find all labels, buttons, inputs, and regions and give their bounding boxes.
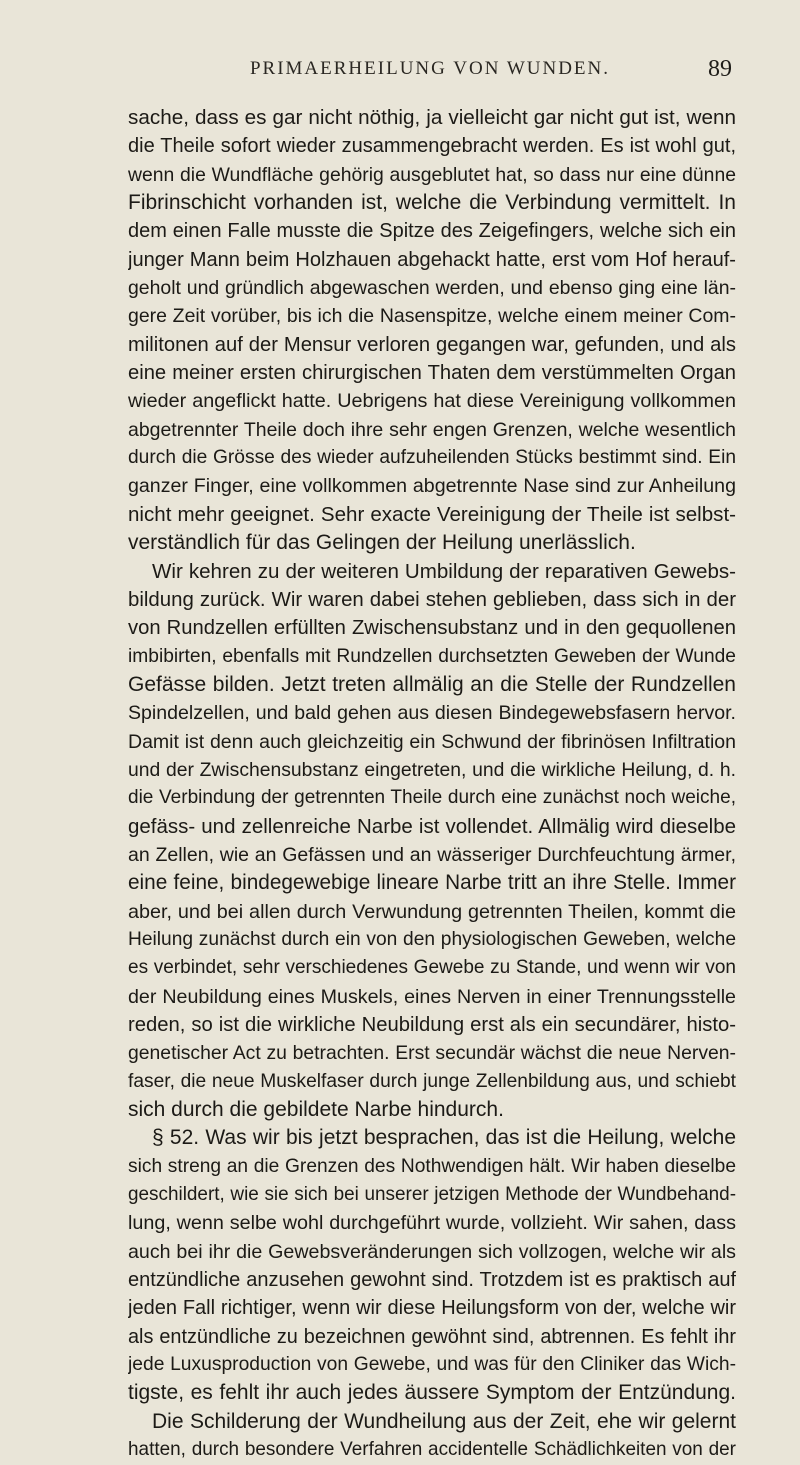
text-line: auch bei ihr die Gewebsveränderungen sich vollzogen, welche wir als bbox=[128, 1240, 736, 1263]
text-line: eine meiner ersten chirurgischen Thaten dem verstümmelten Organ bbox=[128, 362, 736, 385]
text-line: reden, so ist die wirkliche Neubildung erst als ein secundärer, histo- bbox=[128, 1014, 736, 1036]
text-line: genetischer Act zu betrachten. Erst secundär wächst die neue Nerven- bbox=[128, 1042, 736, 1065]
text-line: verständlich für das Gelingen der Heilung unerlässlich. bbox=[128, 531, 636, 555]
page-number: 89 bbox=[708, 56, 732, 82]
text-line: lung, wenn selbe wohl durchgeführt wurde, vollzieht. Wir sahen, dass bbox=[128, 1212, 736, 1235]
text-line: nicht mehr geeignet. Sehr exacte Vereinigung der Theile ist selbst- bbox=[128, 502, 736, 526]
text-line: geschildert, wie sie sich bei unserer jetzigen Methode der Wundbehand- bbox=[128, 1184, 736, 1206]
running-head bbox=[128, 58, 732, 88]
text-line: eine feine, bindegewebige lineare Narbe tritt an ihre Stelle. Immer bbox=[128, 871, 736, 895]
text-line: Fibrinschicht vorhanden ist, welche die Verbindung vermittelt. In bbox=[128, 191, 736, 215]
text-line: imbibirten, ebenfalls mit Rundzellen durchsetzten Geweben der Wunde bbox=[128, 645, 736, 667]
text-line: als entzündliche zu bezeichnen gewöhnt sind, abtrennen. Es fehlt ihr bbox=[128, 1325, 736, 1348]
body-text bbox=[128, 104, 736, 1465]
text-line: gere Zeit vorüber, bis ich die Nasenspitze, welche einem meiner Com- bbox=[128, 305, 736, 328]
text-line: Wir kehren zu der weiteren Umbildung der reparativen Gewebs- bbox=[152, 559, 736, 583]
text-line: sich durch die gebildete Narbe hindurch. bbox=[128, 1098, 504, 1122]
text-line: von Rundzellen erfüllten Zwischensubstanz und in den gequollenen bbox=[128, 617, 736, 640]
text-line: junger Mann beim Holzhauen abgehackt hatte, erst vom Hof herauf- bbox=[128, 248, 736, 271]
text-line: abgetrennter Theile doch ihre sehr engen Grenzen, welche wesentlich bbox=[128, 418, 736, 441]
running-title: PRIMAERHEILUNG VON WUNDEN. bbox=[249, 58, 611, 79]
text-line: § 52. Was wir bis jetzt besprachen, das ist die Heilung, welche bbox=[152, 1126, 736, 1150]
text-line: durch die Grösse des wieder aufzuheilenden Stücks bestimmt sind. Ein bbox=[128, 447, 736, 469]
text-line: gefäss- und zellenreiche Narbe ist vollendet. Allmälig wird dieselbe bbox=[128, 814, 736, 838]
text-line: aber, und bei allen durch Verwundung getrennten Theilen, kommt die bbox=[128, 900, 736, 923]
text-line: die Theile sofort wieder zusammengebracht werden. Es ist wohl gut, bbox=[128, 135, 736, 158]
text-line: Gefässe bilden. Jetzt treten allmälig an die Stelle der Rundzellen bbox=[128, 672, 736, 696]
text-line: dem einen Falle musste die Spitze des Zeigefingers, welche sich ein bbox=[128, 220, 736, 243]
text-line: faser, die neue Muskelfaser durch junge Zellenbildung aus, und schiebt bbox=[128, 1070, 736, 1092]
text-line: Damit ist denn auch gleichzeitig ein Schwund der fibrinösen Infiltration bbox=[128, 730, 736, 753]
text-line: jeden Fall richtiger, wenn wir diese Heilungsform von der, welche wir bbox=[128, 1297, 736, 1320]
text-line: und der Zwischensubstanz eingetreten, und die wirkliche Heilung, d. h. bbox=[128, 758, 736, 781]
text-line: an Zellen, wie an Gefässen und an wässeriger Durchfeuchtung ärmer, bbox=[128, 843, 736, 866]
text-line: Spindelzellen, und bald gehen aus diesen Bindegewebsfasern hervor. bbox=[128, 702, 736, 725]
text-line: die Verbindung der getrennten Theile durch eine zunächst noch weiche, bbox=[128, 787, 736, 809]
text-line: Die Schilderung der Wundheilung aus der Zeit, ehe wir gelernt bbox=[152, 1409, 736, 1433]
text-line: hatten, durch besondere Verfahren accidentelle Schädlichkeiten von der bbox=[128, 1439, 736, 1461]
text-line: es verbindet, sehr verschiedenes Gewebe zu Stande, und wenn wir von bbox=[128, 957, 736, 979]
text-line: bildung zurück. Wir waren dabei stehen geblieben, dass sich in der bbox=[128, 588, 736, 611]
text-line: tigste, es fehlt ihr auch jedes äussere Symptom der Entzündung. bbox=[128, 1381, 736, 1405]
text-line: sich streng an die Grenzen des Nothwendigen hält. Wir haben dieselbe bbox=[128, 1155, 736, 1177]
text-line: der Neubildung eines Muskels, eines Nerven in einer Trennungsstelle bbox=[128, 985, 736, 1008]
text-line: wieder angeflickt hatte. Uebrigens hat diese Vereinigung vollkommen bbox=[128, 390, 736, 413]
text-line: jede Luxusproduction von Gewebe, und was für den Cliniker das Wich- bbox=[128, 1354, 736, 1376]
text-line: ganzer Finger, eine vollkommen abgetrennte Nase sind zur Anheilung bbox=[128, 475, 736, 498]
text-line: Heilung zunächst durch ein von den physiologischen Geweben, welche bbox=[128, 928, 736, 950]
text-line: militonen auf der Mensur verloren gegangen war, gefunden, und als bbox=[128, 333, 736, 356]
text-line: geholt und gründlich abgewaschen werden, und ebenso ging eine län- bbox=[128, 277, 736, 300]
text-line: entzündliche anzusehen gewohnt sind. Trotzdem ist es praktisch auf bbox=[128, 1269, 736, 1292]
text-line: wenn die Wundfläche gehörig ausgeblutet hat, so dass nur eine dünne bbox=[128, 163, 736, 186]
text-line: sache, dass es gar nicht nöthig, ja vielleicht gar nicht gut ist, wenn bbox=[128, 106, 736, 129]
